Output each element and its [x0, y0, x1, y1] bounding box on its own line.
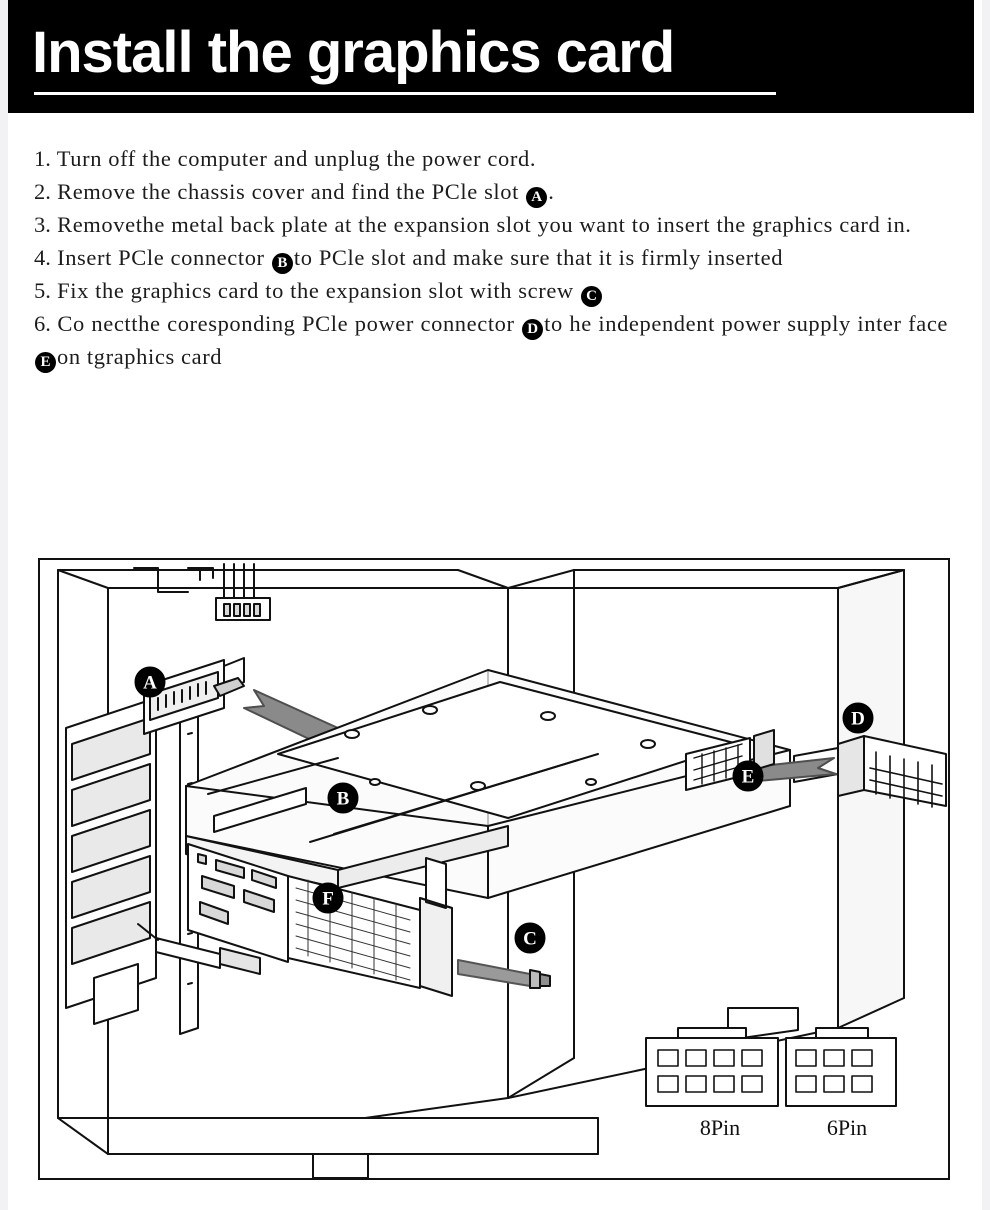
callout-badge-d: D [522, 319, 543, 340]
figure-callout-label: D [851, 708, 865, 730]
step-text: . [548, 179, 555, 204]
instruction-step [34, 274, 948, 307]
callout-badge-c: C [581, 286, 602, 307]
connector-caption-pin8: 8Pin [699, 1115, 741, 1140]
figure-callout-c [515, 923, 545, 953]
instruction-step [34, 142, 948, 175]
step-text: Fix the graphics card to the expansion slot with screw [57, 278, 574, 303]
callout-badge-a: A [526, 187, 547, 208]
step-text: to he independent power supply inter face [544, 311, 948, 336]
step-text: Co nectthe coresponding PCle power connector [57, 311, 515, 336]
page-title: Install the graphics card [32, 20, 675, 85]
instruction-step [34, 175, 948, 208]
figure-graphics-card-installation [38, 558, 950, 1180]
right-margin-strip [982, 0, 990, 1210]
callout-badge-b: B [272, 253, 293, 274]
step-number: 4. [34, 245, 51, 270]
step-number: 2. [34, 179, 51, 204]
instruction-step [34, 241, 948, 274]
step-text: to PCle slot and make sure that it is firmly inserted [293, 245, 784, 270]
step-number: 1. [34, 146, 51, 171]
figure-callout-d [843, 703, 873, 733]
step-number: 3. [34, 212, 51, 237]
step-number: 6. [34, 311, 51, 336]
header-banner [8, 0, 974, 113]
figure-callout-label: E [741, 766, 755, 788]
figure-callout-label: C [523, 928, 537, 950]
figure-callout-a [135, 667, 165, 697]
step-text: Insert PCle connector [57, 245, 265, 270]
step-text: Remove the chassis cover and find the PCle slot [57, 179, 519, 204]
figure-callout-b [328, 783, 358, 813]
title-underline [34, 92, 776, 95]
figure-callout-label: F [322, 888, 334, 910]
figure-callout-e [733, 761, 763, 791]
callout-badge-e: E [35, 352, 56, 373]
connector-caption-pin6: 6Pin [826, 1115, 868, 1140]
instruction-list [8, 126, 974, 373]
step-text: Removethe metal back plate at the expansion slot you want to insert the graphics card in. [57, 212, 912, 237]
figure-callout-f [313, 883, 343, 913]
left-margin-strip [0, 0, 8, 1210]
step-text: on tgraphics card [57, 344, 223, 369]
instruction-step [34, 208, 948, 241]
step-text: Turn off the computer and unplug the power cord. [56, 146, 537, 171]
step-number: 5. [34, 278, 51, 303]
installation-diagram [38, 558, 950, 1180]
figure-callout-label: A [143, 672, 157, 694]
figure-callout-label: B [336, 788, 350, 810]
instruction-step [34, 307, 948, 373]
